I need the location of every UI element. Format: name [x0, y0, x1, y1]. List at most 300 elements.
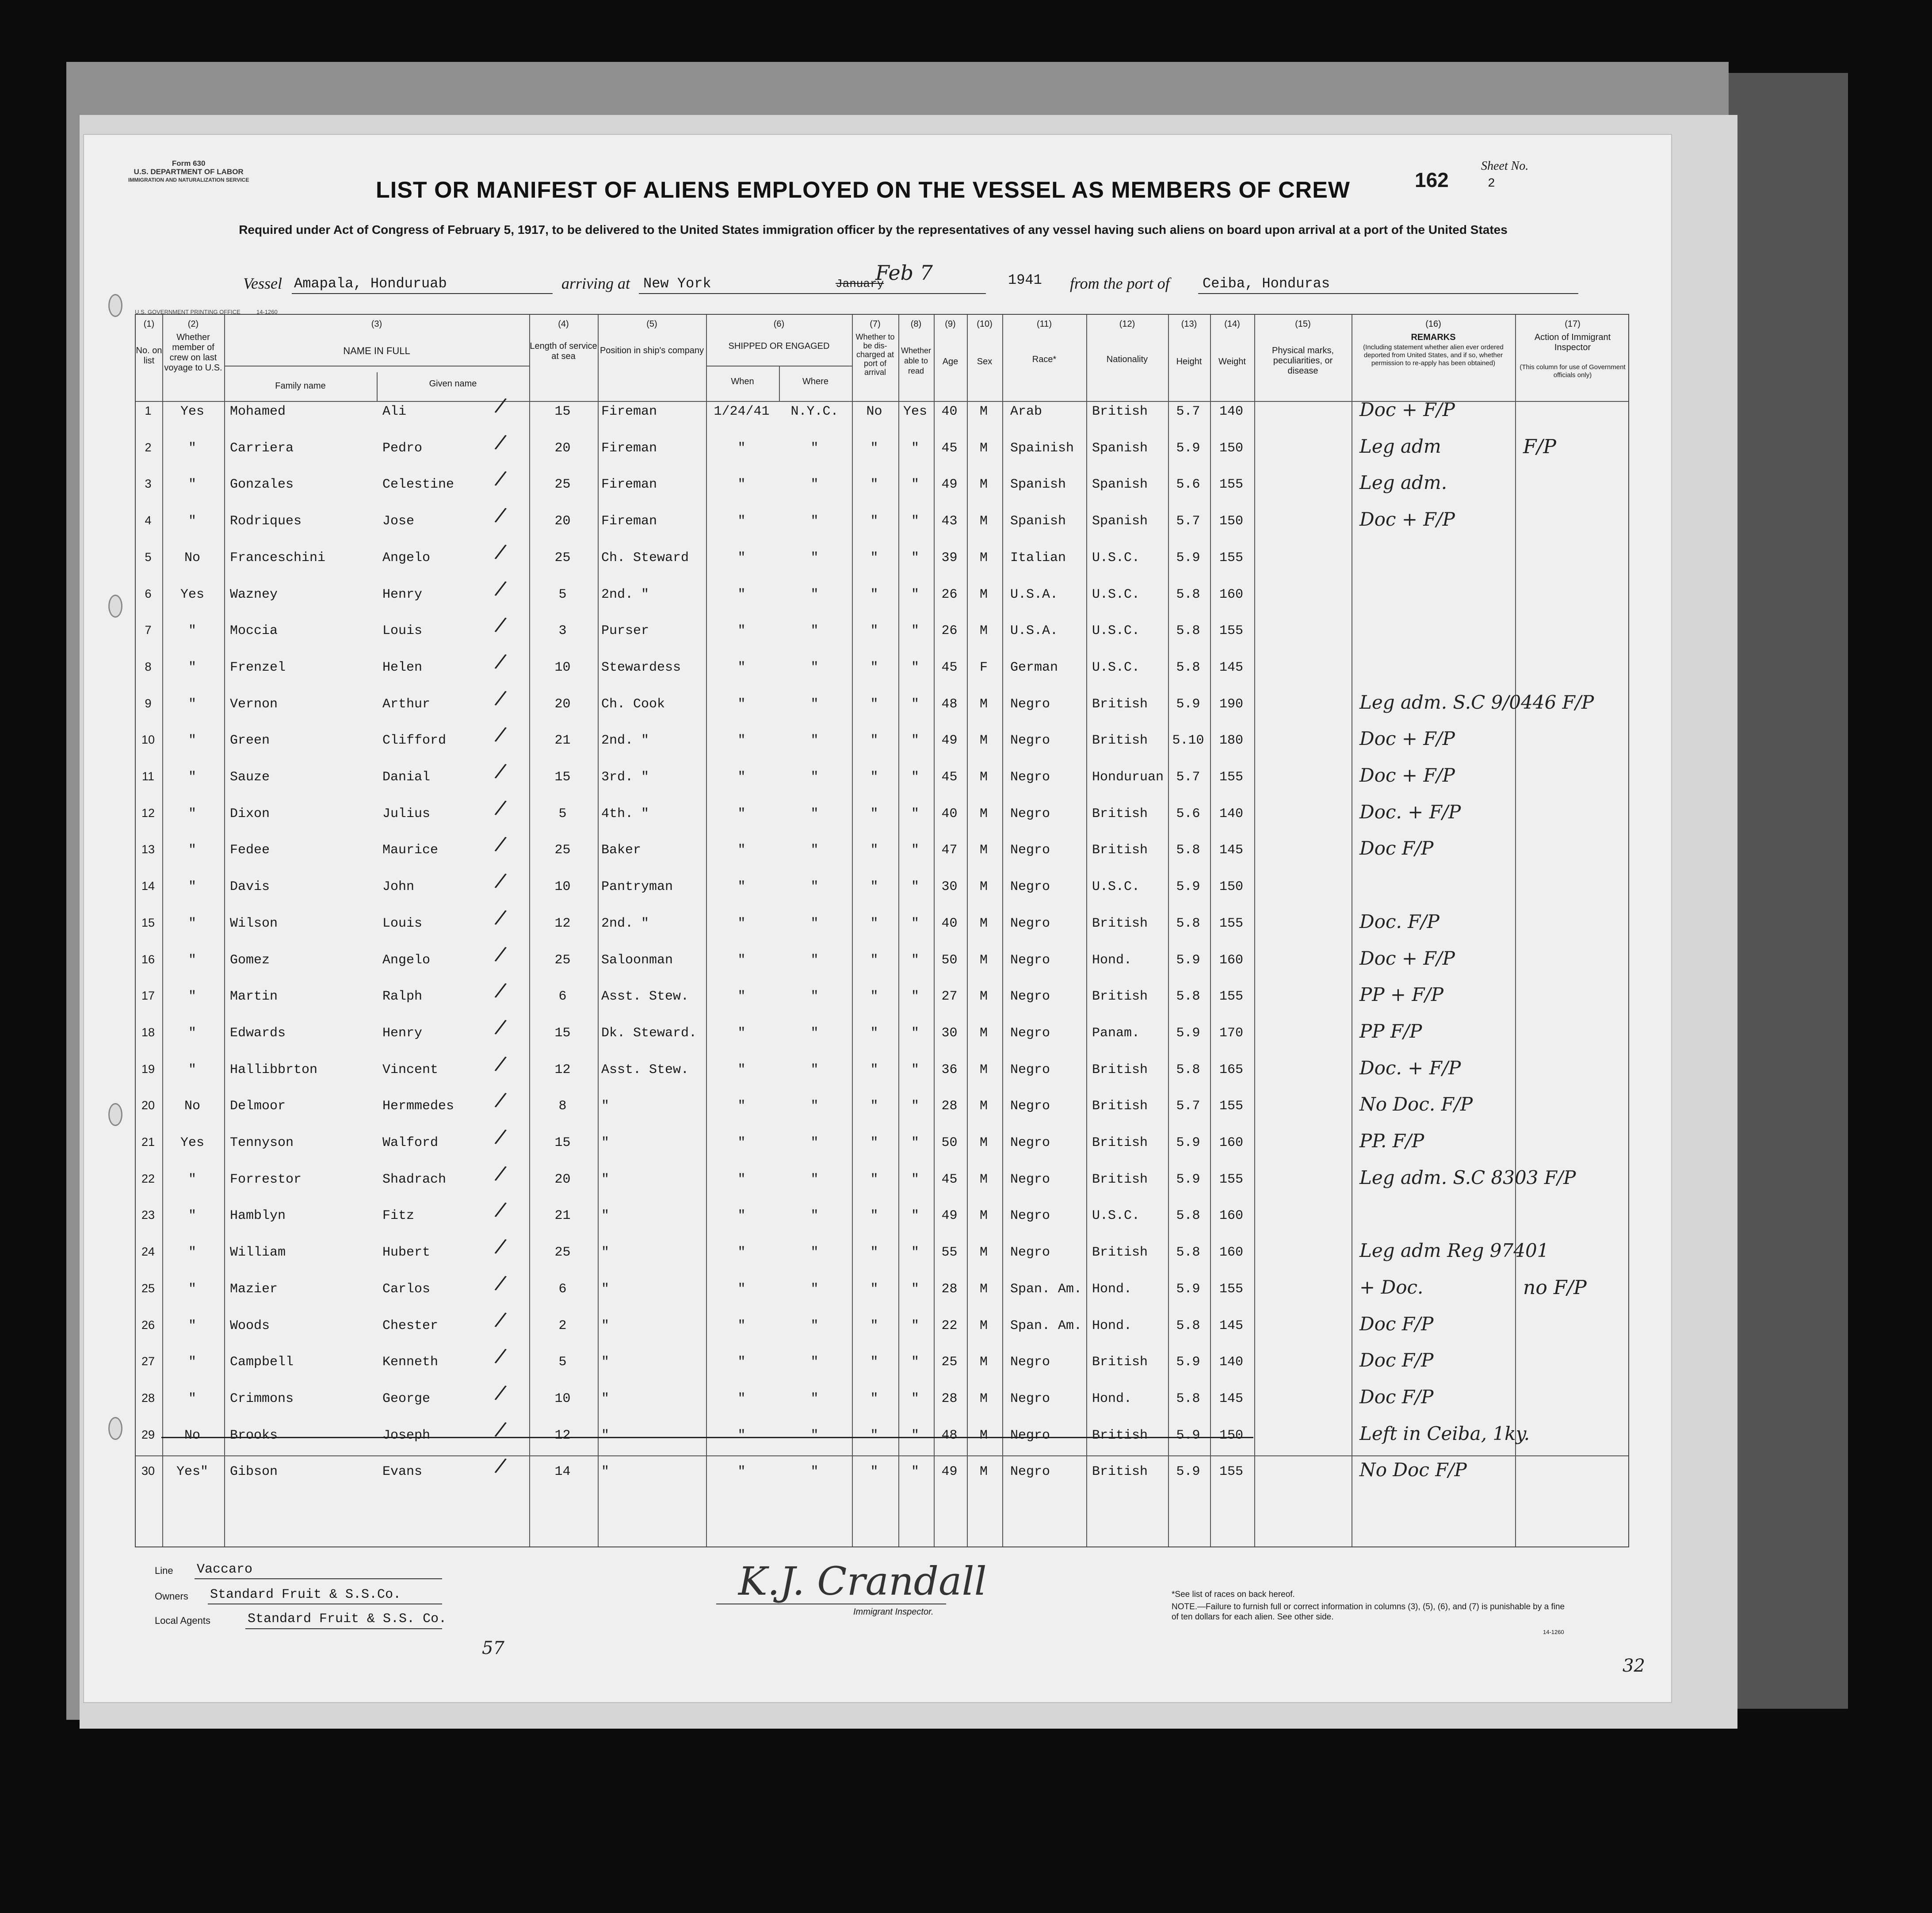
cell-disch: ": [870, 1062, 878, 1077]
cell-position: Fireman: [601, 514, 657, 529]
cell-disch: ": [870, 1099, 878, 1114]
cell-family: Gomez: [230, 952, 270, 968]
remark-handwritten: Doc. + F/P: [1359, 1057, 1461, 1079]
cell-weight: 155: [1219, 1464, 1243, 1480]
cell-race: Span. Am.: [1010, 1281, 1082, 1297]
cell-sex: M: [979, 843, 988, 858]
cell-given: Clifford: [382, 733, 447, 748]
check-mark: /: [493, 941, 508, 966]
cell-given: Ralph: [382, 989, 423, 1004]
cell-position: 3rd. ": [601, 770, 649, 785]
column-number: (5): [646, 319, 657, 329]
cell-race: Spanish: [1010, 514, 1066, 529]
cell-where: ": [810, 770, 819, 785]
cell-position: ": [601, 1099, 610, 1114]
cell-nat: U.S.C.: [1092, 660, 1140, 675]
cell-when: ": [737, 952, 746, 968]
cell-weight: 155: [1219, 1099, 1243, 1114]
column-number: (4): [558, 319, 569, 329]
cell-given: Shadrach: [382, 1172, 447, 1187]
cell-height: 5.9: [1176, 879, 1200, 895]
cell-nat: Hond.: [1092, 1318, 1132, 1333]
cell-position: Asst. Stew.: [601, 1062, 689, 1077]
cell-where: ": [810, 879, 819, 895]
cell-family: Mohamed: [230, 404, 286, 419]
check-mark: /: [493, 794, 508, 820]
strike-through-line: [161, 1437, 1253, 1438]
header-where: Where: [802, 377, 829, 386]
cell-where: ": [810, 843, 819, 858]
column-number: (17): [1565, 319, 1581, 329]
cell-nat: British: [1092, 404, 1148, 419]
cell-height: 5.10: [1172, 733, 1204, 748]
remark-handwritten: + Doc.: [1359, 1276, 1424, 1298]
row-number: 22: [141, 1172, 155, 1185]
cell-weight: 155: [1219, 989, 1243, 1004]
column-number: (8): [910, 319, 922, 329]
sheet-label: Sheet No.: [1481, 159, 1529, 173]
cell-when: ": [737, 1135, 746, 1150]
remark-handwritten: Doc. + F/P: [1359, 801, 1461, 823]
cell-disch: ": [870, 952, 878, 968]
cell-disch: ": [870, 1464, 878, 1480]
header-nationality: Nationality: [1106, 355, 1148, 364]
row-number: 4: [145, 514, 152, 527]
cell-disch: ": [870, 1318, 878, 1333]
cell-crew: ": [188, 696, 196, 712]
agents-value: Standard Fruit & S.S. Co.: [248, 1611, 447, 1627]
cell-family: Vernon: [230, 696, 278, 712]
cell-service: 5: [558, 806, 567, 821]
cell-read: ": [911, 1135, 919, 1150]
cell-given: Jose: [382, 514, 415, 529]
cell-crew: ": [188, 879, 196, 895]
header-weight: Weight: [1218, 357, 1246, 367]
cell-disch: ": [870, 1355, 878, 1370]
cell-sex: M: [979, 1099, 988, 1114]
cell-nat: British: [1092, 1245, 1148, 1260]
check-mark: /: [493, 1160, 508, 1185]
cell-sex: F: [979, 660, 988, 675]
cell-race: Italian: [1010, 550, 1066, 565]
cell-weight: 170: [1219, 1025, 1243, 1041]
cell-age: 36: [941, 1062, 958, 1077]
cell-weight: 160: [1219, 1208, 1243, 1224]
cell-where: ": [810, 1135, 819, 1150]
cell-age: 43: [941, 514, 958, 529]
check-mark: /: [493, 868, 508, 893]
remark-handwritten: PP F/P: [1359, 1020, 1422, 1042]
cell-family: Wazney: [230, 587, 278, 602]
cell-position: Fireman: [601, 440, 657, 456]
cell-where: ": [810, 1428, 819, 1443]
column-number: (13): [1181, 319, 1197, 329]
cell-where: ": [810, 1172, 819, 1187]
cell-age: 48: [941, 696, 958, 712]
cell-height: 5.9: [1176, 1172, 1200, 1187]
cell-given: John: [382, 879, 415, 895]
cell-family: Martin: [230, 989, 278, 1004]
cell-sex: M: [979, 1245, 988, 1260]
cell-family: Tennyson: [230, 1135, 294, 1150]
cell-sex: M: [979, 404, 988, 419]
cell-crew: ": [188, 1025, 196, 1041]
cell-age: 40: [941, 916, 958, 931]
remark-handwritten: No Doc F/P: [1359, 1459, 1467, 1481]
action-handwritten: no F/P: [1523, 1276, 1587, 1299]
cell-crew: ": [188, 733, 196, 748]
page-number: 162: [1415, 168, 1449, 191]
cell-family: Edwards: [230, 1025, 286, 1041]
column-number: (10): [977, 319, 993, 329]
cell-family: Brooks: [230, 1428, 278, 1443]
cell-crew: Yes": [176, 1464, 208, 1480]
cell-when: ": [737, 1025, 746, 1041]
year: 1941: [1008, 272, 1042, 288]
cell-service: 10: [554, 879, 571, 895]
cell-race: Negro: [1010, 989, 1050, 1004]
cell-service: 10: [554, 1391, 571, 1406]
cell-crew: ": [188, 1318, 196, 1333]
cell-read: ": [911, 1099, 919, 1114]
header-race: Race*: [1032, 355, 1057, 364]
cell-sex: M: [979, 623, 988, 639]
cell-height: 5.9: [1176, 1135, 1200, 1150]
cell-sex: M: [979, 916, 988, 931]
cell-where: ": [810, 623, 819, 639]
remark-handwritten: Doc F/P: [1359, 1386, 1434, 1408]
column-number: (1): [143, 319, 155, 329]
cell-when: ": [737, 770, 746, 785]
check-mark: /: [493, 1453, 508, 1478]
cell-position: ": [601, 1172, 610, 1187]
column-rule: [1086, 315, 1087, 1546]
cell-service: 25: [554, 952, 571, 968]
cell-read: ": [911, 1025, 919, 1041]
check-mark: /: [493, 538, 508, 564]
cell-when: ": [737, 1245, 746, 1260]
cell-read: ": [911, 1245, 919, 1260]
cell-sex: M: [979, 587, 988, 602]
cell-read: ": [911, 1281, 919, 1297]
cell-position: ": [601, 1464, 610, 1480]
cell-when: ": [737, 879, 746, 895]
cell-read: ": [911, 477, 919, 493]
cell-crew: ": [188, 1172, 196, 1187]
agents-label: Local Agents: [155, 1615, 210, 1626]
cell-read: ": [911, 660, 919, 675]
cell-family: Davis: [230, 879, 270, 895]
cell-family: Franceschini: [230, 550, 326, 565]
cell-disch: ": [870, 1428, 878, 1443]
cell-age: 49: [941, 477, 958, 493]
cell-nat: British: [1092, 1099, 1148, 1114]
cell-read: ": [911, 587, 919, 602]
column-rule: [224, 315, 225, 1546]
form-header: [128, 159, 249, 184]
cell-sex: M: [979, 1062, 988, 1077]
cell-where: ": [810, 587, 819, 602]
action-handwritten: F/P: [1523, 435, 1556, 458]
cell-race: Negro: [1010, 1135, 1050, 1150]
cell-age: 40: [941, 806, 958, 821]
cell-service: 25: [554, 843, 571, 858]
cell-where: ": [810, 1025, 819, 1041]
check-mark: /: [493, 1123, 508, 1149]
cell-height: 5.8: [1176, 623, 1200, 639]
arriving-label: arriving at: [561, 275, 630, 292]
cell-crew: ": [188, 1062, 196, 1077]
check-mark: /: [493, 1233, 508, 1259]
cell-crew: Yes: [180, 1135, 204, 1150]
cell-when: ": [737, 477, 746, 493]
cell-family: Fedee: [230, 843, 270, 858]
cell-given: Louis: [382, 623, 423, 639]
punch-hole: [108, 595, 122, 618]
cell-when: ": [737, 1099, 746, 1114]
cell-height: 5.8: [1176, 587, 1200, 602]
cell-family: Frenzel: [230, 660, 286, 675]
cell-service: 6: [558, 989, 567, 1004]
cell-position: ": [601, 1355, 610, 1370]
cell-where: ": [810, 916, 819, 931]
check-mark: /: [493, 904, 508, 929]
cell-read: ": [911, 916, 919, 931]
cell-read: ": [911, 550, 919, 565]
header-service: Length of service at sea: [530, 341, 597, 361]
cell-position: ": [601, 1391, 610, 1406]
row-number: 11: [141, 770, 155, 783]
cell-height: 5.9: [1176, 952, 1200, 968]
check-mark: /: [493, 1343, 508, 1368]
cell-service: 25: [554, 1245, 571, 1260]
cell-given: Arthur: [382, 696, 431, 712]
cell-service: 3: [558, 623, 567, 639]
cell-where: ": [810, 1281, 819, 1297]
cell-family: Rodriques: [230, 514, 302, 529]
cell-disch: ": [870, 1208, 878, 1224]
cell-height: 5.8: [1176, 1245, 1200, 1260]
cell-crew: ": [188, 1355, 196, 1370]
cell-when: ": [737, 1172, 746, 1187]
remark-handwritten: Leg adm: [1359, 435, 1441, 457]
cell-crew: ": [188, 1208, 196, 1224]
cell-nat: British: [1092, 1355, 1148, 1370]
row-number: 7: [145, 623, 152, 637]
cell-nat: British: [1092, 916, 1148, 931]
month-struck: January: [836, 277, 884, 290]
cell-weight: 160: [1219, 587, 1243, 602]
cell-family: Forrestor: [230, 1172, 302, 1187]
row-number: 12: [141, 806, 155, 820]
check-mark: /: [493, 1087, 508, 1112]
row-number: 14: [141, 879, 155, 893]
cell-given: Angelo: [382, 550, 431, 565]
cell-read: ": [911, 514, 919, 529]
line-label: Line: [155, 1565, 173, 1576]
cell-read: ": [911, 1208, 919, 1224]
cell-nat: British: [1092, 696, 1148, 712]
cell-when: ": [737, 1464, 746, 1480]
cell-position: Baker: [601, 843, 641, 858]
cell-race: Negro: [1010, 770, 1050, 785]
cell-sex: M: [979, 550, 988, 565]
cell-where: ": [810, 1208, 819, 1224]
cell-nat: Spanish: [1092, 477, 1148, 493]
cell-given: George: [382, 1391, 431, 1406]
cell-family: Moccia: [230, 623, 278, 639]
cell-position: 4th. ": [601, 806, 649, 821]
cell-where: ": [810, 1391, 819, 1406]
cell-height: 5.6: [1176, 806, 1200, 821]
cell-read: ": [911, 989, 919, 1004]
cell-sex: M: [979, 733, 988, 748]
cell-weight: 160: [1219, 1245, 1243, 1260]
cell-age: 49: [941, 1208, 958, 1224]
header-position: Position in ship's company: [599, 346, 704, 355]
column-number: (12): [1119, 319, 1135, 329]
cell-where: ": [810, 1355, 819, 1370]
cell-nat: U.S.C.: [1092, 587, 1140, 602]
header-remarks: REMARKS: [1411, 332, 1456, 342]
cell-sex: M: [979, 806, 988, 821]
cell-sex: M: [979, 696, 988, 712]
cell-family: Mazier: [230, 1281, 278, 1297]
cell-nat: Honduruan: [1092, 770, 1164, 785]
cell-crew: ": [188, 843, 196, 858]
cell-position: ": [601, 1208, 610, 1224]
cell-height: 5.8: [1176, 660, 1200, 675]
arriving-port: New York: [643, 275, 711, 292]
cell-when: ": [737, 806, 746, 821]
remark-handwritten: Doc + F/P: [1359, 728, 1455, 750]
row-number: 19: [141, 1062, 155, 1076]
cell-when: ": [737, 550, 746, 565]
cell-disch: ": [870, 916, 878, 931]
cell-weight: 150: [1219, 879, 1243, 895]
remark-handwritten: Doc + F/P: [1359, 947, 1455, 969]
column-rule: [1002, 315, 1003, 1546]
cell-given: Pedro: [382, 440, 423, 456]
cell-disch: ": [870, 477, 878, 493]
cell-crew: ": [188, 770, 196, 785]
cell-sex: M: [979, 1391, 988, 1406]
cell-disch: ": [870, 550, 878, 565]
cell-where: ": [810, 1318, 819, 1333]
cell-race: Negro: [1010, 1208, 1050, 1224]
cell-given: Joseph: [382, 1428, 431, 1443]
cell-age: 27: [941, 989, 958, 1004]
cell-when: ": [737, 989, 746, 1004]
cell-height: 5.7: [1176, 514, 1200, 529]
punch-hole: [108, 1417, 122, 1440]
cell-age: 40: [941, 404, 958, 419]
cell-sex: M: [979, 1172, 988, 1187]
cell-age: 30: [941, 879, 958, 895]
cell-where: ": [810, 1464, 819, 1480]
cell-nat: British: [1092, 1428, 1148, 1443]
cell-service: 8: [558, 1099, 567, 1114]
cell-read: ": [911, 1318, 919, 1333]
cell-position: Saloonman: [601, 952, 673, 968]
cell-nat: British: [1092, 806, 1148, 821]
cell-when: ": [737, 1062, 746, 1077]
cell-when: ": [737, 660, 746, 675]
cell-crew: ": [188, 477, 196, 493]
row-number: 21: [141, 1135, 155, 1149]
row-number: 8: [145, 660, 152, 673]
check-mark: /: [493, 758, 508, 783]
cell-race: Negro: [1010, 1428, 1050, 1443]
remark-handwritten: Doc + F/P: [1359, 399, 1455, 420]
column-number: (9): [945, 319, 956, 329]
cell-given: Evans: [382, 1464, 423, 1480]
cell-where: N.Y.C.: [790, 404, 839, 419]
cell-height: 5.6: [1176, 477, 1200, 493]
remark-handwritten: Leg adm.: [1359, 472, 1447, 494]
cell-position: Purser: [601, 623, 649, 639]
cell-given: Helen: [382, 660, 423, 675]
cell-when: ": [737, 733, 746, 748]
check-mark: /: [493, 392, 508, 418]
check-mark: /: [493, 1050, 508, 1076]
cell-read: ": [911, 1428, 919, 1443]
cell-where: ": [810, 806, 819, 821]
cell-given: Danial: [382, 770, 431, 785]
cell-service: 12: [554, 916, 571, 931]
cell-height: 5.9: [1176, 1025, 1200, 1041]
cell-crew: Yes: [180, 404, 204, 419]
cell-given: Kenneth: [382, 1355, 439, 1370]
cell-race: Negro: [1010, 733, 1050, 748]
cell-age: 28: [941, 1391, 958, 1406]
cell-age: 50: [941, 1135, 958, 1150]
cell-weight: 145: [1219, 1318, 1243, 1333]
cell-read: ": [911, 952, 919, 968]
cell-given: Henry: [382, 587, 423, 602]
cell-read: ": [911, 623, 919, 639]
remark-handwritten: Doc F/P: [1359, 837, 1434, 859]
cell-race: Spanish: [1010, 477, 1066, 493]
remark-handwritten: PP + F/P: [1359, 984, 1443, 1006]
cell-given: Carlos: [382, 1281, 431, 1297]
header-action: Action of Immigrant Inspector: [1534, 332, 1611, 352]
cell-service: 12: [554, 1428, 571, 1443]
cell-height: 5.7: [1176, 404, 1200, 419]
vessel-label: Vessel: [243, 275, 282, 292]
cell-nat: Hond.: [1092, 952, 1132, 968]
cell-weight: 165: [1219, 1062, 1243, 1077]
cell-age: 39: [941, 550, 958, 565]
cell-disch: ": [870, 440, 878, 456]
cell-position: ": [601, 1245, 610, 1260]
row-number: 9: [145, 696, 152, 710]
cell-nat: U.S.C.: [1092, 623, 1140, 639]
subtitle: Required under Act of Congress of February 5, 1917, to be delivered to the United States immigration officer by the representatives of any vessel having such aliens on board upon arrival at a port of the United States: [239, 223, 1508, 237]
cell-weight: 190: [1219, 696, 1243, 712]
stray-mark: 32: [1623, 1656, 1645, 1676]
cell-weight: 155: [1219, 550, 1243, 565]
cell-position: ": [601, 1318, 610, 1333]
cell-read: ": [911, 770, 919, 785]
cell-read: ": [911, 440, 919, 456]
column-number: (11): [1036, 319, 1052, 329]
cell-crew: ": [188, 514, 196, 529]
cell-given: Fitz: [382, 1208, 415, 1224]
cell-read: ": [911, 1062, 919, 1077]
cell-read: ": [911, 696, 919, 712]
row-number: 28: [141, 1391, 155, 1405]
